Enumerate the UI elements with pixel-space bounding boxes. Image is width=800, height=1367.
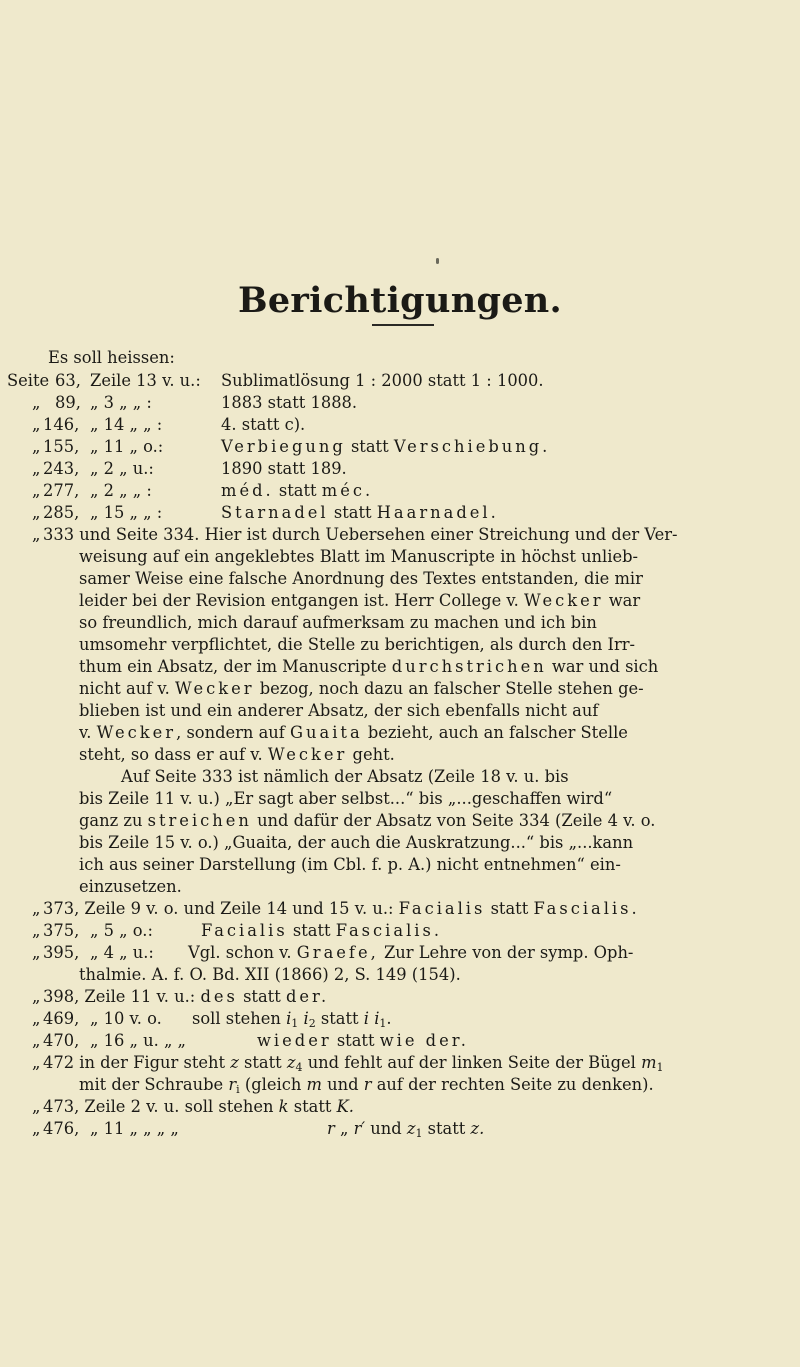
entry-398: „ 398, Zeile 11 v. u.: des statt der. bbox=[32, 987, 330, 1006]
entry-333-line-14: ganz zu streichen und dafür der Absatz von Seite 334 (Zeile 4 v. o. bbox=[79, 811, 656, 830]
entry-63: Seite 63, Zeile 13 v. u.: Sublimatlösung 1 : 2000 statt 1 : 1000. bbox=[7, 371, 544, 390]
entry-333-line-1: 333 und Seite 334. Hier ist durch Uebersehen einer Streichung und der Ver- bbox=[43, 525, 678, 544]
document-page: Berichtigungen. Es soll heissen: Seite 63, Zeile 13 v. u.: Sublimatlösung 1 : 2000 statt 1 : 1000. „ 89, „ 3 „ „ : 1883 statt 1888. „ 146, „ 14 „ „ : 4. statt c). „ 155, „ 11 „ o.: Verbiegung statt Verschiebung. „ 243, „ 2 „ u.: 1890 statt 189. „ 277, „ 2 „ „ : méd. statt méc. „ 285, „ 15 „ „ : Starnadel statt Haarnadel. „ 333 und Seite 334. Hier ist durch Uebersehen einer Streichung und der Ver- weisung auf ein angeklebtes Blatt im Manuscripte in höchst unlieb- samer Weise eine falsche Anordnung des Textes entstanden, die mir leider bei der Revision entgangen ist. Herr College v. Wecker war so freundlich, mich darauf aufmerksam zu machen und ich bin umsomehr verpflichtet, die Stelle zu berichtigen, als durch den Irr- thum ein Absatz, der im Manuscripte durchstrichen war und sich nicht auf v. Wecker bezog, noch dazu an falscher Stelle stehen ge- blieben ist und ein anderer Absatz, der sich ebenfalls nicht auf v. Wecker, sondern auf Guaita bezieht, auch an falscher Stelle steht, so dass er auf v. Wecker geht. Auf Seite 333 ist nämlich der Absatz (Zeile 18 v. u. bis bis Zeile 11 v. u.) „Er sagt aber selbst...“ bis „...geschaffen wird“ ganz zu streichen und dafür der Absatz von Seite 334 (Zeile 4 v. o. bis Zeile 15 v. o.) „Guaita, der auch die Auskratzung...“ bis „...kann ich aus seiner Darstellung (im Cbl. f. p. A.) nicht entnehmen“ ein- einzusetzen. „ 373, Zeile 9 v. o. und Zeile 14 und 15 v. u.: Facialis statt Fascialis. „ 375, „ 5 „ o.: Facialis statt Fascialis. „ 395, „ 4 „ u.: Vgl. schon v. Graefe, Zur Lehre von der symp. Oph- thalmie. A. f. O. Bd. XII (1866) 2, S. 149 (154). „ 398, Zeile 11 v. u.: des statt der. „ 469, „ 10 v. o. soll stehen $i_1$ $i_2$ statt i $i_1$. „ 470, „ 16 „ u. „ „ wieder statt wie der. „ 472 in der Figur steht z statt $z_4$ und fehlt auf der linken Seite der Bügel $m_1$ mit der Schraube $r_i$ (gleich m und r auf der rechten Seite zu denken). „ 473, Zeile 2 v. u. soll stehen k statt K. „ 476, „ 11 „ „ „ „ r „ r′ und $z_1$ statt z. bbox=[0, 0, 800, 1367]
entry-333-line-15: bis Zeile 15 v. o.) „Guaita, der auch die Auskratzung...“ bis „...kann bbox=[79, 833, 634, 852]
entry-472-cont: mit der Schraube $r_i$ (gleich m und r auf der rechten Seite zu denken). bbox=[79, 1075, 654, 1096]
entry-333-line-7: thum ein Absatz, der im Manuscripte durchstrichen war und sich bbox=[79, 657, 659, 676]
entry-333-line-2: weisung auf ein angeklebtes Blatt im Manuscripte in höchst unlieb- bbox=[79, 547, 639, 566]
entry-333-line-4: leider bei der Revision entgangen ist. Herr College v. Wecker war bbox=[79, 591, 641, 610]
entry-395-cont: thalmie. A. f. O. Bd. XII (1866) 2, S. 149 (154). bbox=[79, 965, 461, 984]
entry-333-line-17: einzusetzen. bbox=[79, 877, 182, 896]
entry-333-line-12: Auf Seite 333 ist nämlich der Absatz (Zeile 18 v. u. bis bbox=[121, 767, 569, 786]
title-divider bbox=[372, 324, 434, 326]
entry-473: „ 473, Zeile 2 v. u. soll stehen k statt K. bbox=[32, 1097, 354, 1116]
entry-333-line-3: samer Weise eine falsche Anordnung des Textes entstanden, die mir bbox=[79, 569, 643, 588]
intro: Es soll heissen: bbox=[48, 348, 175, 367]
page-title: Berichtigungen. bbox=[237, 280, 563, 321]
ink-mark bbox=[436, 258, 439, 264]
entry-333-prefix: „ bbox=[32, 525, 41, 544]
entry-333-line-6: umsomehr verpflichtet, die Stelle zu berichtigen, als durch den Irr- bbox=[79, 635, 636, 654]
entry-333-line-5: so freundlich, mich darauf aufmerksam zu machen und ich bin bbox=[79, 613, 597, 632]
entry-373: „ 373, Zeile 9 v. o. und Zeile 14 und 15 v. u.: Facialis statt Fascialis. bbox=[32, 899, 640, 918]
entry-333-line-8: nicht auf v. Wecker bezog, noch dazu an falscher Stelle stehen ge- bbox=[79, 679, 644, 698]
entry-333-line-13: bis Zeile 11 v. u.) „Er sagt aber selbst...“ bis „...geschaffen wird“ bbox=[79, 789, 613, 808]
entry-333-line-11: steht, so dass er auf v. Wecker geht. bbox=[79, 745, 395, 764]
entry-333-line-10: v. Wecker, sondern auf Guaita bezieht, auch an falscher Stelle bbox=[79, 723, 628, 742]
entry-333-line-16: ich aus seiner Darstellung (im Cbl. f. p. A.) nicht entnehmen“ ein- bbox=[79, 855, 621, 874]
entry-472: „ 472 in der Figur steht z statt $z_4$ und fehlt auf der linken Seite der Bügel $m_1$ bbox=[32, 1053, 664, 1074]
entry-333-line-9: blieben ist und ein anderer Absatz, der sich ebenfalls nicht auf bbox=[79, 701, 599, 720]
